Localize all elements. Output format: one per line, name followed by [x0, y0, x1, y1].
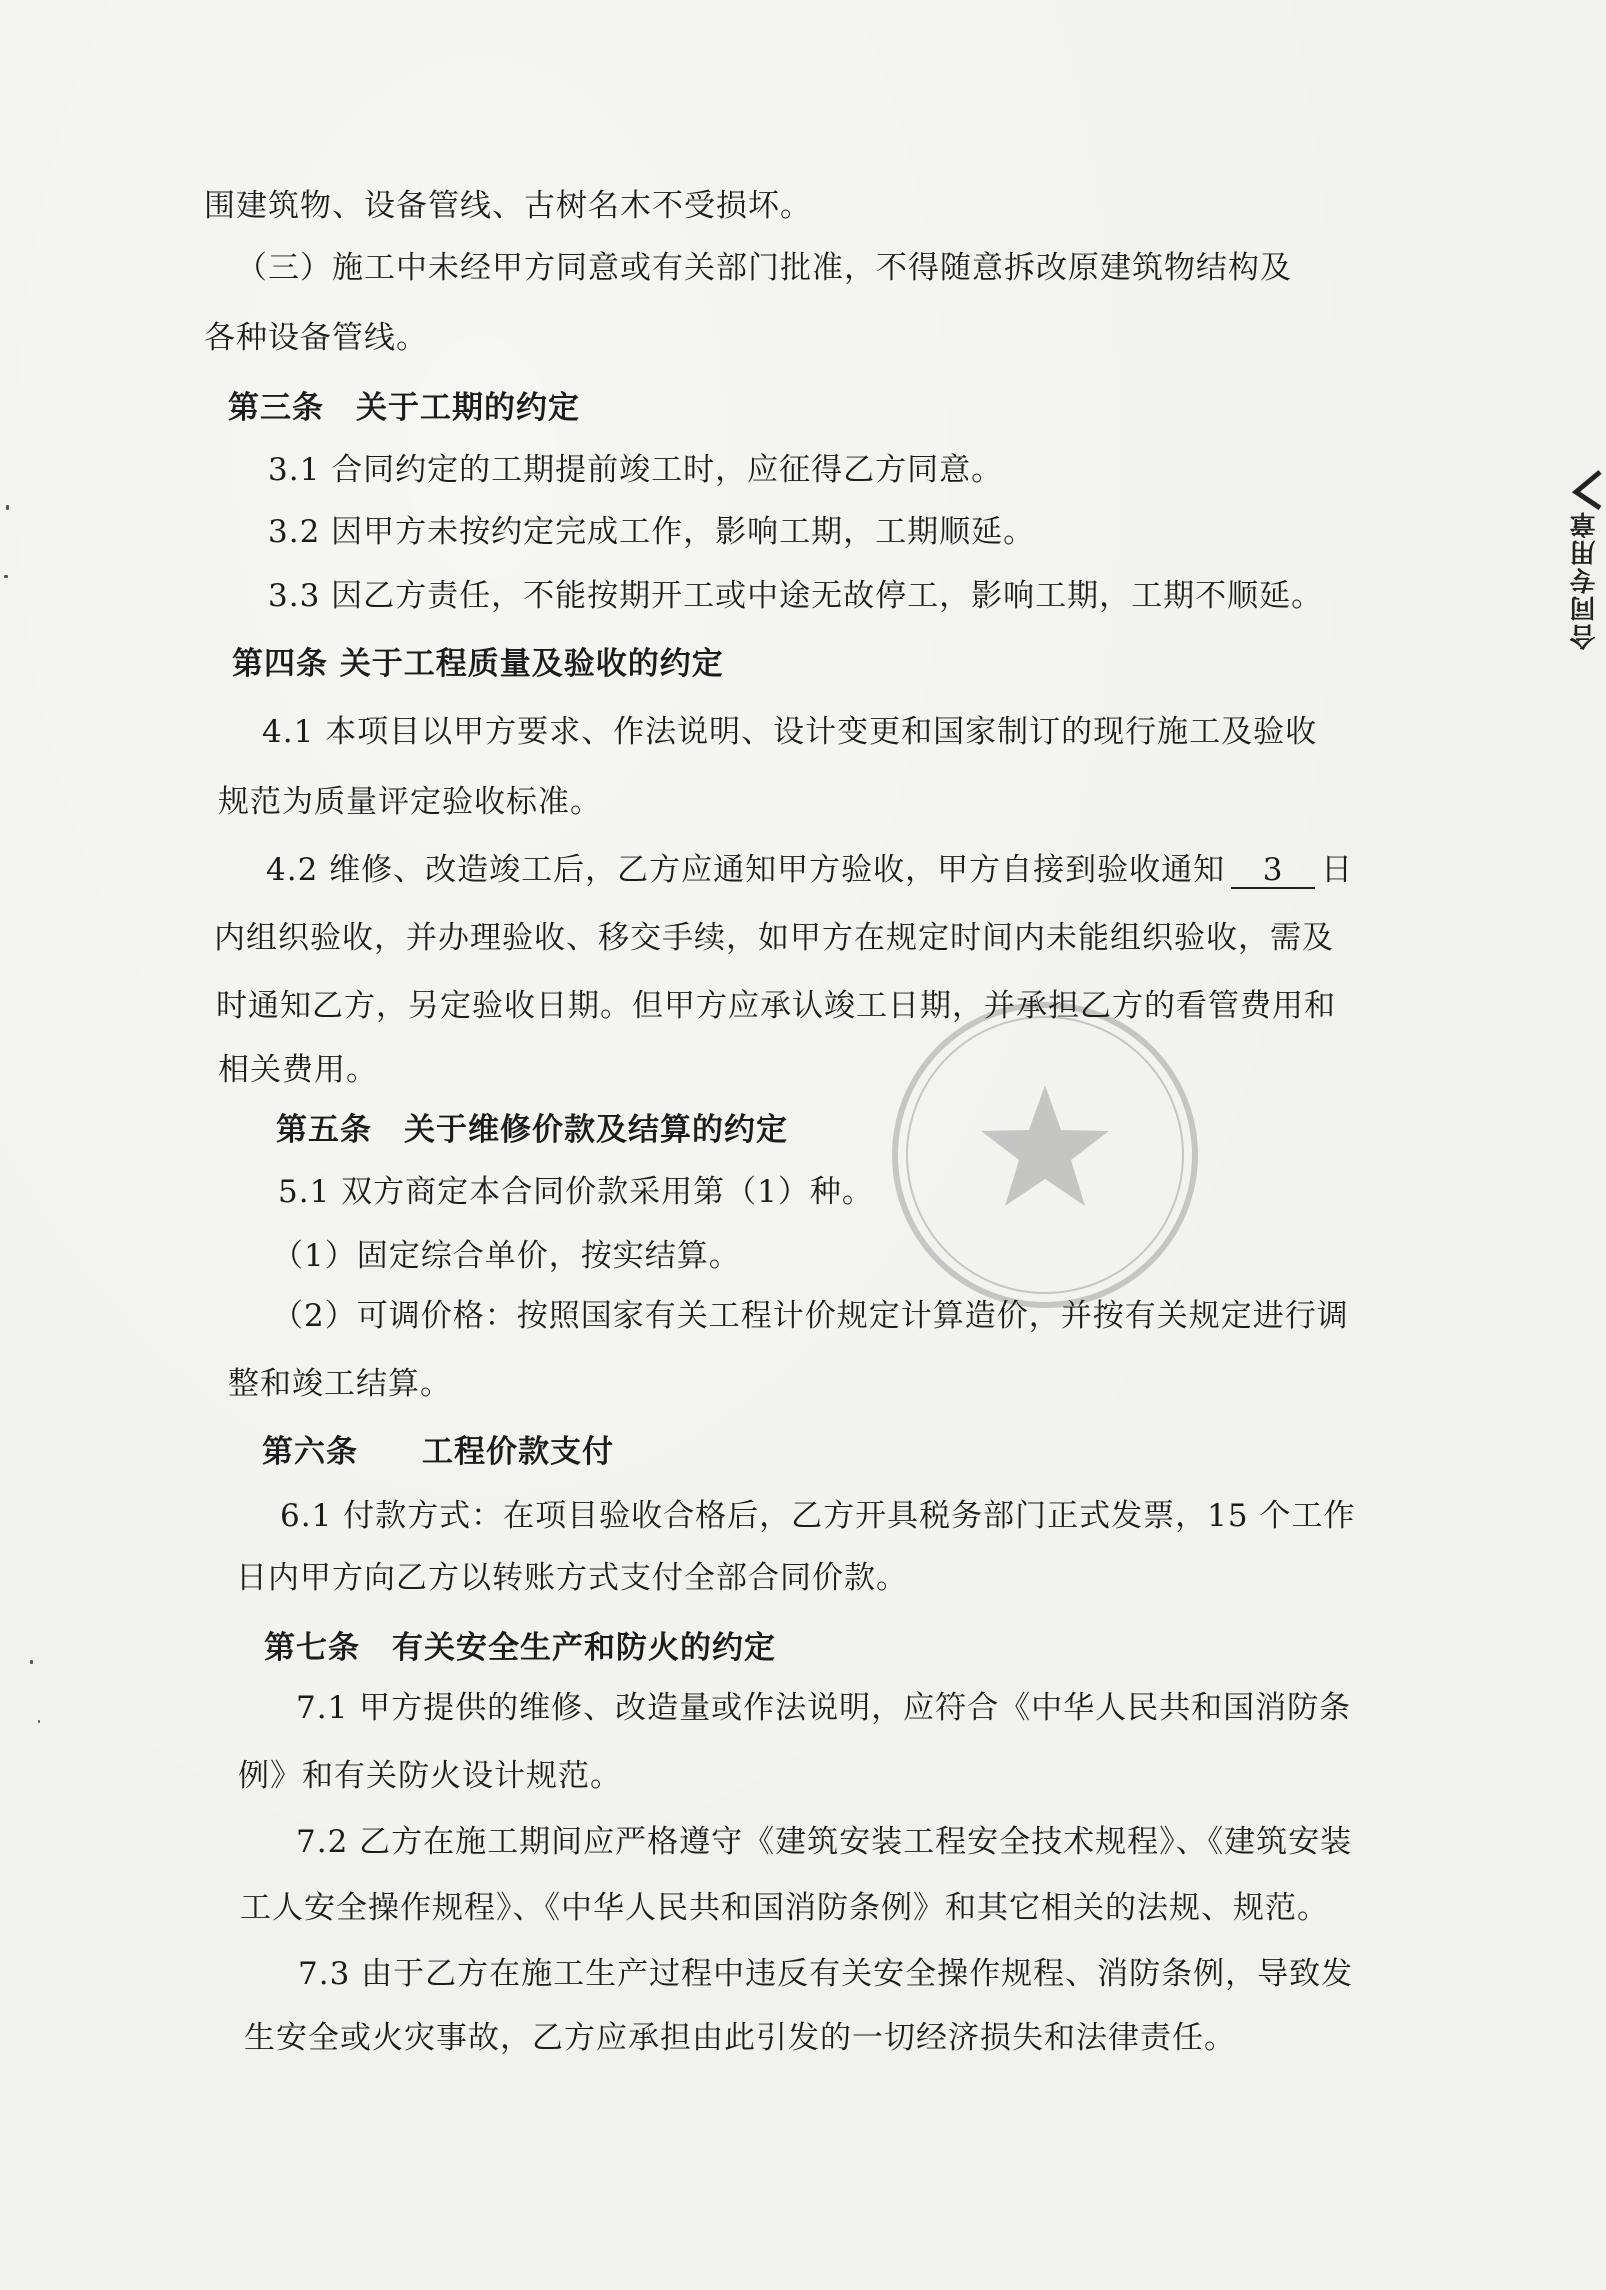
text-line: 各种设备管线。	[204, 320, 428, 356]
bracket-icon	[1572, 470, 1602, 510]
text-line: 相关费用。	[218, 1052, 378, 1088]
text-line: 围建筑物、设备管线、古树名木不受损坏。	[204, 188, 812, 224]
margin-stamp-text: 合同专用章	[1570, 510, 1600, 650]
article-4-heading: 第四条 关于工程质量及验收的约定	[232, 646, 724, 682]
acceptance-days-unit: 日	[1321, 852, 1354, 888]
text-line: 工人安全操作规程》、《中华人民共和国消防条例》和其它相关的法规、规范。	[240, 1890, 1329, 1926]
text-line	[266, 850, 1353, 890]
text-line: 7.1 甲方提供的维修、改造量或作法说明，应符合《中华人民共和国消防条	[296, 1690, 1352, 1726]
scan-speck	[4, 575, 8, 578]
scan-speck	[30, 1660, 33, 1664]
article-5-heading: 第五条 关于维修价款及结算的约定	[276, 1112, 788, 1148]
clause-4-2-text: 4.2 维修、改造竣工后，乙方应通知甲方验收，甲方自接到验收通知	[266, 852, 1226, 888]
acceptance-days-field: 3	[1231, 853, 1315, 889]
article-6-heading: 第六条 工程价款支付	[262, 1434, 614, 1470]
scan-speck	[6, 505, 9, 510]
text-line: （2）可调价格：按照国家有关工程计价规定计算造价，并按有关规定进行调	[272, 1298, 1349, 1334]
text-line: 3.2 因甲方未按约定完成工作，影响工期，工期顺延。	[268, 514, 1036, 550]
text-line: 4.1 本项目以甲方要求、作法说明、设计变更和国家制订的现行施工及验收	[262, 714, 1318, 750]
text-line: 生安全或火灾事故，乙方应承担由此引发的一切经济损失和法律责任。	[244, 2020, 1236, 2056]
text-line: 规范为质量评定验收标准。	[218, 784, 602, 820]
margin-stamp	[1568, 470, 1606, 770]
article-3-heading: 第三条 关于工期的约定	[228, 390, 580, 426]
text-line: 内组织验收，并办理验收、移交手续，如甲方在规定时间内未能组织验收，需及	[214, 920, 1334, 956]
scan-speck	[38, 1720, 40, 1723]
text-line: 6.1 付款方式：在项目验收合格后，乙方开具税务部门正式发票，15 个工作	[280, 1498, 1356, 1534]
seal-star-icon	[981, 1085, 1109, 1206]
text-line: 时通知乙方，另定验收日期。但甲方应承认竣工日期，并承担乙方的看管费用和	[216, 988, 1336, 1024]
text-line: 日内甲方向乙方以转账方式支付全部合同价款。	[236, 1560, 908, 1596]
official-seal	[880, 990, 1210, 1320]
text-line: 3.1 合同约定的工期提前竣工时，应征得乙方同意。	[268, 452, 1004, 488]
text-line: 7.3 由于乙方在施工生产过程中违反有关安全操作规程、消防条例，导致发	[298, 1956, 1354, 1992]
text-line: （三）施工中未经甲方同意或有关部门批准，不得随意拆改原建筑物结构及	[236, 250, 1292, 286]
text-line: 例》和有关防火设计规范。	[238, 1758, 622, 1794]
text-line: 整和竣工结算。	[228, 1366, 452, 1402]
text-line: 3.3 因乙方责任，不能按期开工或中途无故停工，影响工期，工期不顺延。	[268, 578, 1324, 614]
text-line: 5.1 双方商定本合同价款采用第（1）种。	[278, 1174, 874, 1210]
text-line: 7.2 乙方在施工期间应严格遵守《建筑安装工程安全技术规程》、《建筑安装	[296, 1824, 1353, 1860]
text-line: （1）固定综合单价，按实结算。	[272, 1238, 741, 1274]
article-7-heading: 第七条 有关安全生产和防火的约定	[264, 1630, 776, 1666]
